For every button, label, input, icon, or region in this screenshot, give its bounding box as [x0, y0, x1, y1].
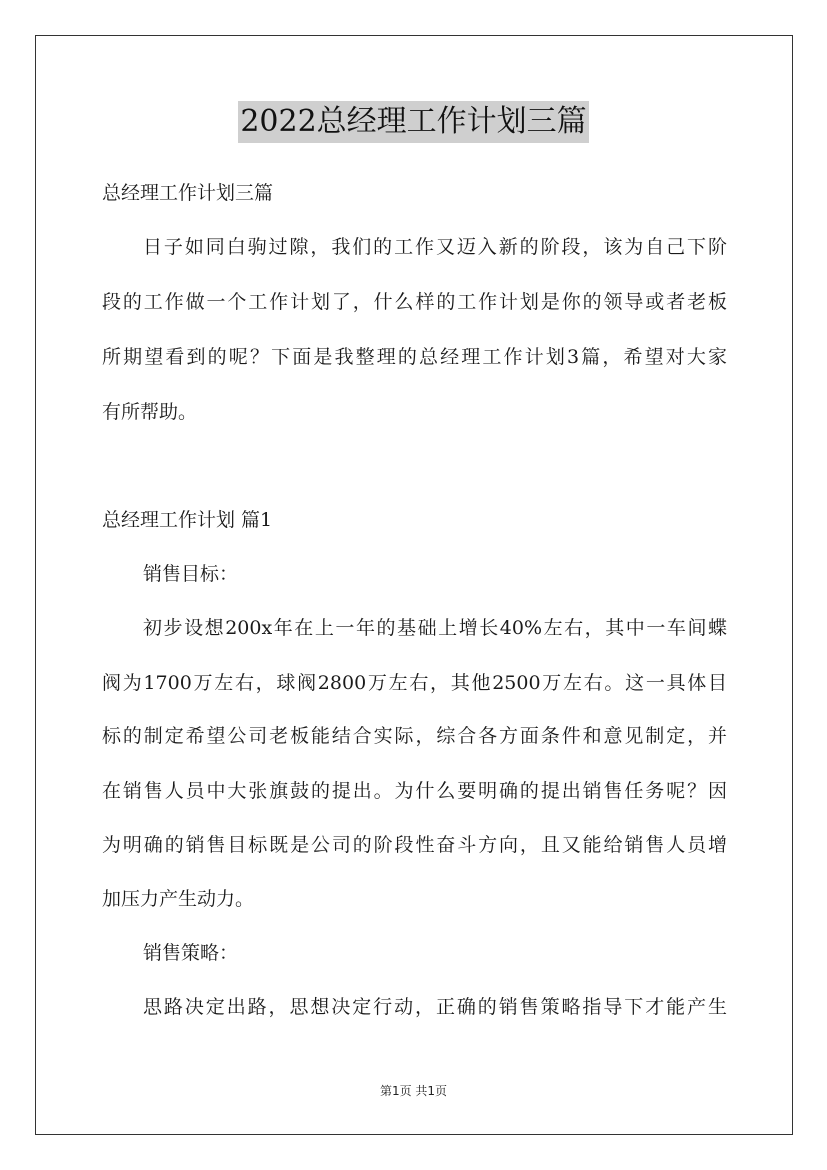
- sales-target-label: 销售目标：: [143, 563, 239, 585]
- document-title: 2022总经理工作计划三篇: [238, 101, 588, 143]
- sales-strategy-label: 销售策略：: [143, 942, 239, 964]
- intro-line: 段的工作做一个工作计划了，什么样的工作计划是你的领导或者老板: [102, 291, 727, 313]
- sales-target-line: 阀为1700万左右，球阀2800万左右，其他2500万左右。这一具体目: [102, 672, 727, 694]
- sales-strategy-line: 思路决定出路，思想决定行动，正确的销售策略指导下才能产生: [143, 996, 727, 1018]
- intro-line: 有所帮助。: [102, 401, 198, 423]
- sales-target-line: 标的制定希望公司老板能结合实际，综合各方面条件和意见制定，并: [102, 725, 727, 747]
- title-container: [0, 101, 827, 143]
- sales-target-line: 在销售人员中大张旗鼓的提出。为什么要明确的提出销售任务呢？因: [102, 780, 727, 802]
- sales-target-line: 初步设想200x年在上一年的基础上增长40%左右，其中一车间蝶: [143, 617, 727, 639]
- intro-heading: 总经理工作计划三篇: [102, 182, 274, 204]
- sales-target-line: 为明确的销售目标既是公司的阶段性奋斗方向，且又能给销售人员增: [102, 834, 727, 856]
- section1-heading: 总经理工作计划 篇1: [102, 509, 273, 531]
- intro-line: 日子如同白驹过隙，我们的工作又迈入新的阶段，该为自己下阶: [143, 236, 727, 258]
- intro-line: 所期望看到的呢？下面是我整理的总经理工作计划3篇，希望对大家: [102, 346, 727, 368]
- page-footer: 第1页 共1页: [379, 1084, 448, 1098]
- sales-target-line: 加压力产生动力。: [102, 888, 255, 910]
